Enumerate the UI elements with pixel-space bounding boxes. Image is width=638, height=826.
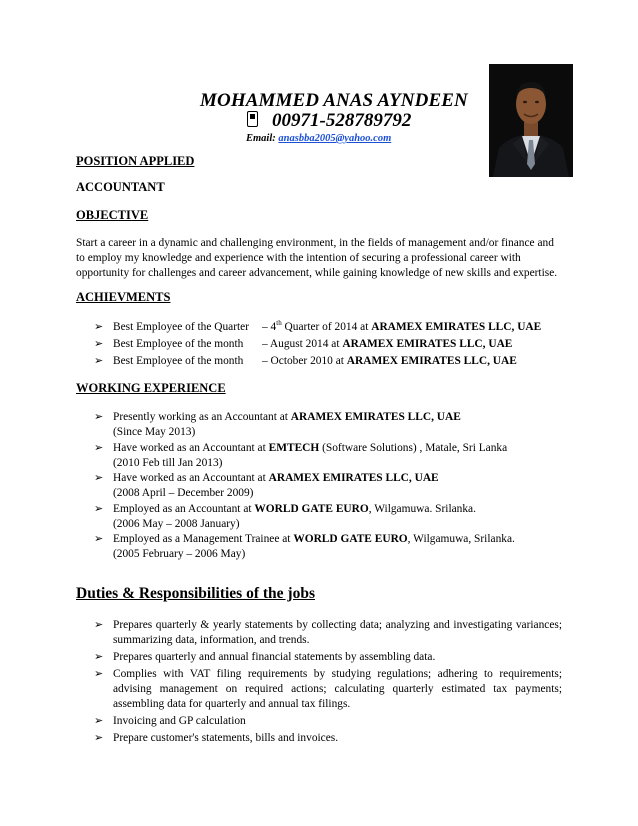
experience-role: Have worked as an Accountant at ARAMEX EMIRATES LLC, UAE (2008 April – December 2009)	[113, 472, 439, 500]
duty-text: Prepares quarterly & yearly statements by collecting data; analyzing and investigating variances; summarizing data, information, and trends.	[113, 619, 562, 647]
experience-period: (2010 Feb till Jan 2013)	[113, 456, 223, 469]
phone-number: 00971-528789792	[272, 110, 412, 131]
objective-line: opportunity for challenges and career advancement, while gaining knowledge of new skills and expertise.	[76, 267, 558, 280]
experience-period: (2008 April – December 2009)	[113, 487, 254, 500]
achievement-title: Best Employee of the month	[113, 338, 244, 350]
achievements-heading: ACHIEVMENTS	[76, 290, 171, 304]
achievement-detail: – August 2014 at ARAMEX EMIRATES LLC, UAE	[262, 338, 513, 350]
experience-role: Have worked as an Accountant at EMTECH (Software Solutions) , Matale, Sri Lanka (2010 Feb till Jan 2013)	[113, 441, 508, 469]
bullet-arrow-icon: ➢	[94, 668, 104, 680]
experience-role: Employed as an Accountant at WORLD GATE EURO, Wilgamuwa. Srilanka. (2006 May – 2008 January)	[113, 502, 476, 530]
bullet-arrow-icon: ➢	[94, 355, 104, 367]
position-applied-heading: POSITION APPLIED	[76, 154, 195, 168]
achievement-detail: – October 2010 at ARAMEX EMIRATES LLC, UAE	[262, 355, 517, 367]
email-link[interactable]: anasbba2005@yahoo.com	[278, 133, 392, 144]
profile-photo	[489, 64, 573, 177]
candidate-name: MOHAMMED ANAS AYNDEEN	[200, 90, 468, 111]
objective-text	[76, 236, 568, 282]
bullet-arrow-icon: ➢	[94, 533, 104, 545]
experience-period: (Since May 2013)	[113, 426, 196, 439]
bullet-arrow-icon: ➢	[94, 411, 104, 423]
experience-period: (2005 February – 2006 May)	[113, 548, 246, 561]
achievement-title: Best Employee of the month	[113, 355, 244, 367]
bullet-arrow-icon: ➢	[94, 732, 104, 744]
objective-line: Start a career in a dynamic and challenging environment, in the fields of management and/or finance and	[76, 237, 554, 249]
duty-text: Prepares quarterly and annual financial statements by assembling data.	[113, 651, 436, 663]
bullet-arrow-icon: ➢	[94, 441, 104, 454]
position-title: ACCOUNTANT	[76, 180, 165, 194]
bullet-arrow-icon: ➢	[94, 502, 104, 515]
achievement-title: Best Employee of the Quarter	[113, 321, 250, 333]
experience-heading: WORKING EXPERIENCE	[76, 381, 226, 395]
mobile-phone-icon	[247, 111, 258, 127]
duty-text: Prepare customer's statements, bills and invoices.	[113, 732, 339, 744]
duty-text: Complies with VAT filing requirements by studying regulations; adhering to requirements; advising management on required actions; calculating quarterly estimated tax payments; assembling data for quarterly and annual tax filings.	[113, 668, 562, 711]
experience-period: (2006 May – 2008 January)	[113, 517, 240, 530]
bullet-arrow-icon: ➢	[94, 472, 104, 484]
objective-line: to employ my knowledge and experience with the intention of securing a professional career with	[76, 252, 521, 265]
bullet-arrow-icon: ➢	[94, 715, 104, 727]
duty-text: Invoicing and GP calculation	[113, 715, 246, 727]
duties-heading: Duties & Responsibilities of the jobs	[76, 585, 315, 602]
bullet-arrow-icon: ➢	[94, 321, 104, 333]
bullet-arrow-icon: ➢	[94, 338, 104, 350]
email-label: Email:	[246, 133, 276, 144]
objective-heading: OBJECTIVE	[76, 208, 149, 222]
email-line	[246, 133, 391, 144]
bullet-arrow-icon: ➢	[94, 651, 104, 663]
bullet-arrow-icon: ➢	[94, 619, 104, 631]
achievement-detail: – 4th Quarter of 2014 at ARAMEX EMIRATES LLC, UAE	[262, 319, 542, 333]
experience-role: Presently working as an Accountant at ARAMEX EMIRATES LLC, UAE (Since May 2013)	[113, 411, 461, 439]
phone-line	[247, 110, 411, 132]
experience-role: Employed as a Management Trainee at WORLD GATE EURO, Wilgamuwa, Srilanka. (2005 February – 2006 May)	[113, 533, 515, 561]
